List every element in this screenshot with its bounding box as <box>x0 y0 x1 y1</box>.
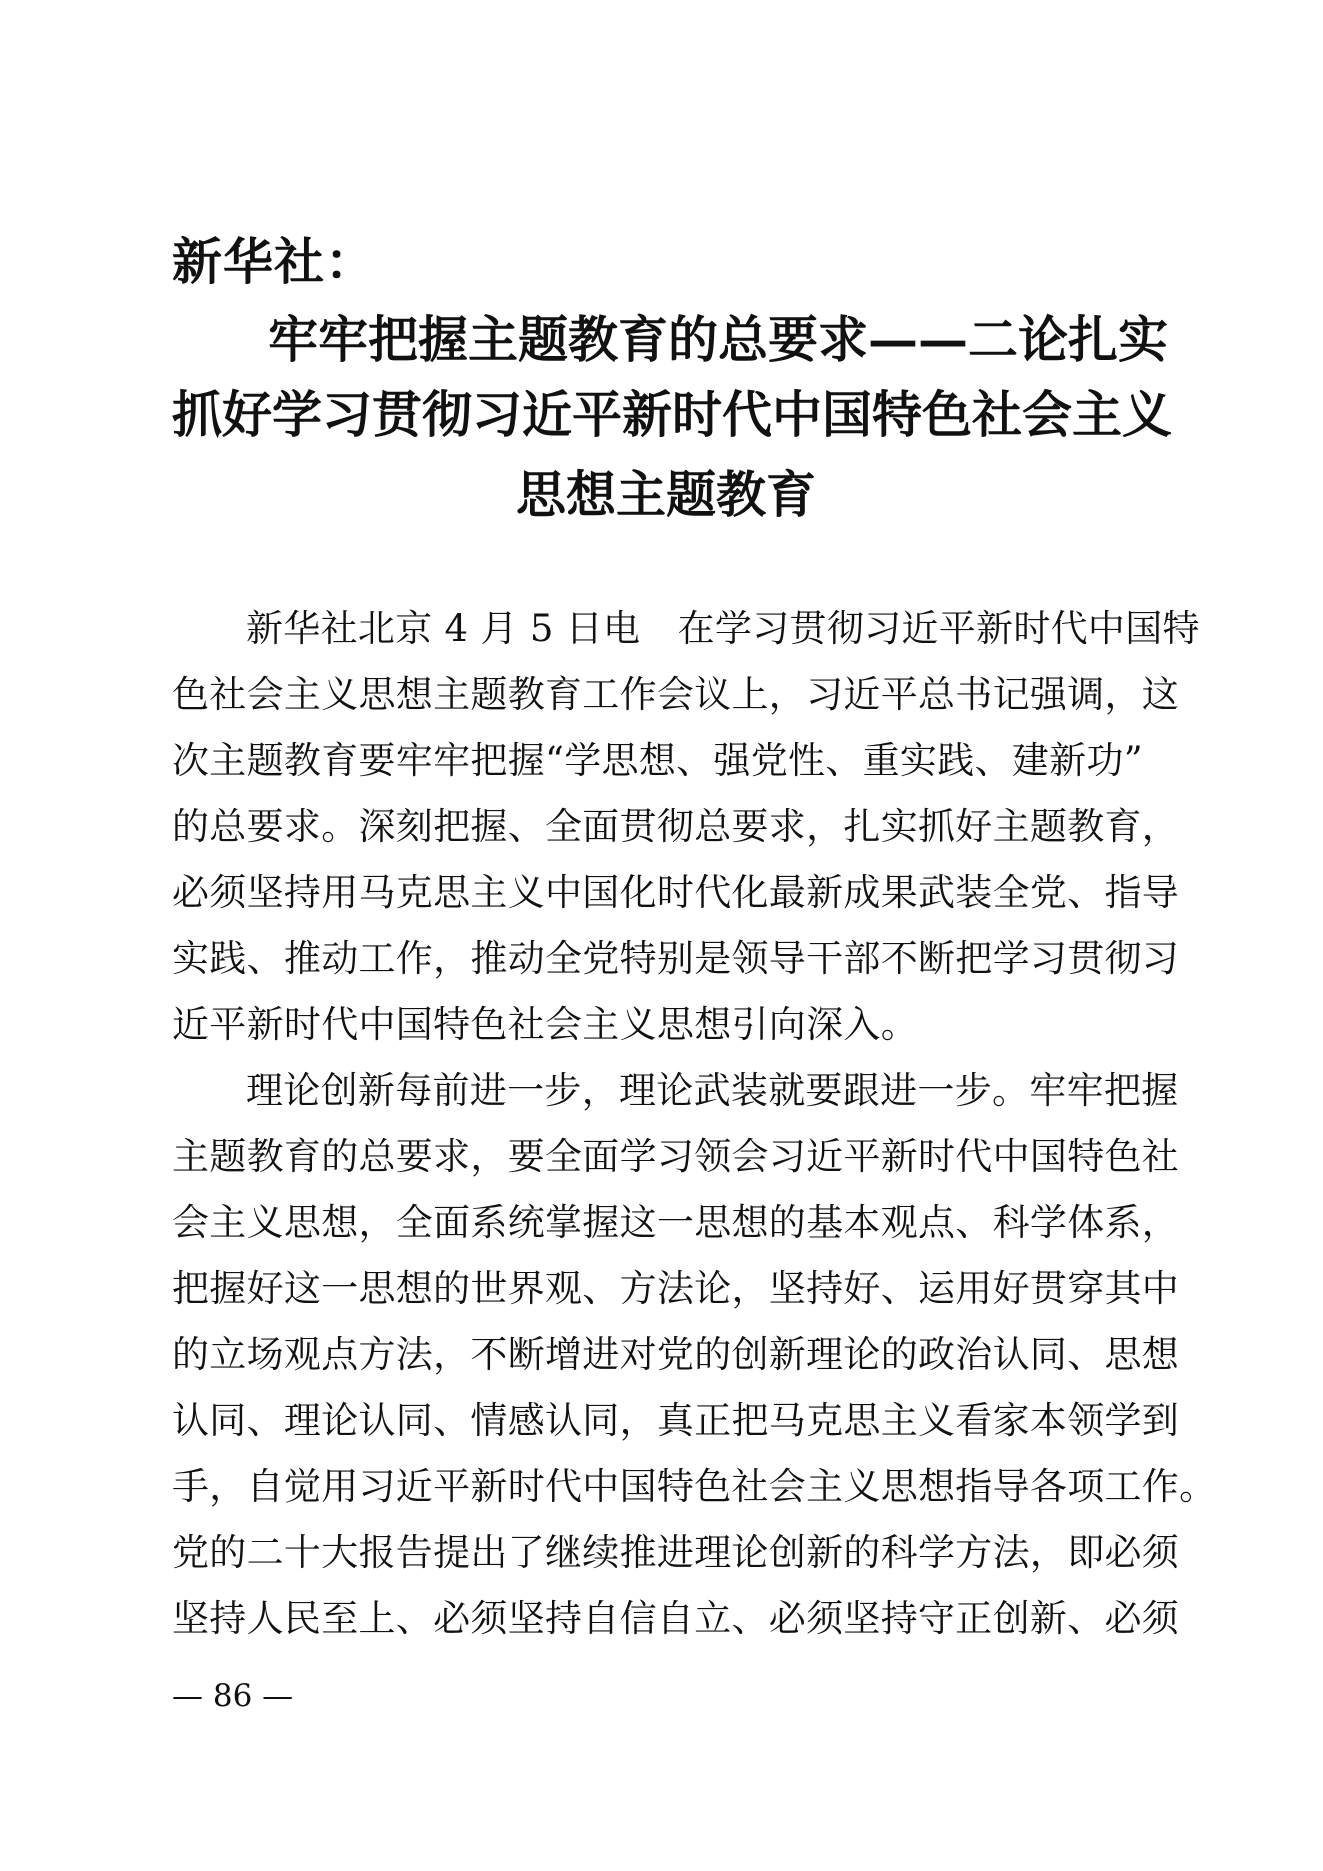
article-title-line-3: 思想主题教育 <box>516 465 816 524</box>
body-line: 会主义思想，全面系统掌握这一思想的基本观点、科学体系， <box>172 1201 1180 1244</box>
article-body <box>172 596 1217 1652</box>
article-title-line-1: 牢牢把握主题教育的总要求——二论扎实 <box>268 310 1168 369</box>
body-line: 新华社北京 4 月 5 日电 在学习贯彻习近平新时代中国特 <box>246 607 1200 650</box>
body-line: 认同、理论认同、情感认同，真正把马克思主义看家本领学到 <box>172 1399 1180 1442</box>
page-number: — 86 — <box>172 1678 294 1714</box>
body-line: 党的二十大报告提出了继续推进理论创新的科学方法，即必须 <box>172 1531 1180 1574</box>
body-line: 近平新时代中国特色社会主义思想引向深入。 <box>172 1003 918 1046</box>
article-title-line-2: 抓好学习贯彻习近平新时代中国特色社会主义 <box>172 385 1172 444</box>
body-line: 色社会主义思想主题教育工作会议上，习近平总书记强调，这 <box>172 673 1180 716</box>
body-line: 必须坚持用马克思主义中国化时代化最新成果武装全党、指导 <box>172 871 1180 914</box>
body-line: 手，自觉用习近平新时代中国特色社会主义思想指导各项工作。 <box>172 1465 1217 1508</box>
body-line: 次主题教育要牢牢把握“学思想、强党性、重实践、建新功” <box>172 739 1143 782</box>
body-line: 坚持人民至上、必须坚持自信自立、必须坚持守正创新、必须 <box>172 1597 1180 1640</box>
body-line: 理论创新每前进一步，理论武装就要跟进一步。牢牢把握 <box>246 1069 1179 1112</box>
body-line: 实践、推动工作，推动全党特别是领导干部不断把学习贯彻习 <box>172 937 1180 980</box>
body-line: 的总要求。深刻把握、全面贯彻总要求，扎实抓好主题教育， <box>172 805 1180 848</box>
article-source: 新华社： <box>172 232 376 291</box>
body-line: 把握好这一思想的世界观、方法论，坚持好、运用好贯穿其中 <box>172 1267 1180 1310</box>
body-line: 的立场观点方法，不断增进对党的创新理论的政治认同、思想 <box>172 1333 1180 1376</box>
body-line: 主题教育的总要求，要全面学习领会习近平新时代中国特色社 <box>172 1135 1180 1178</box>
